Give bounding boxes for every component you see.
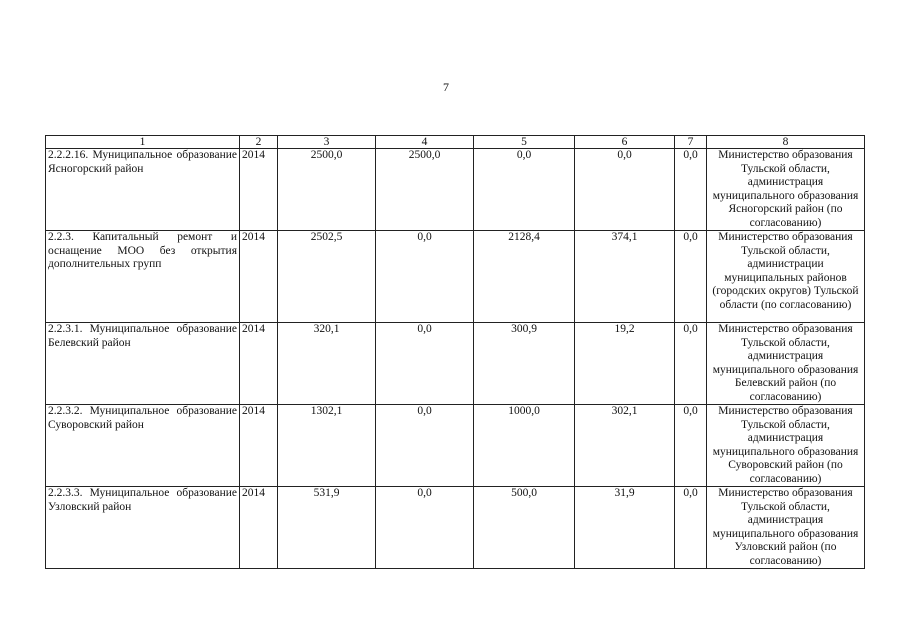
value-cell-5: 1000,0 [474, 405, 575, 487]
value-cell-7: 0,0 [675, 487, 707, 569]
table-row [46, 323, 865, 405]
item-name-cell: 2.2.3.1. Муниципальное образование Белевский район [46, 323, 240, 405]
value-cell-4: 0,0 [376, 323, 474, 405]
table-row [46, 405, 865, 487]
program-table [45, 135, 865, 569]
item-name-cell: 2.2.2.16. Муниципальное образование Ясногорский район [46, 149, 240, 231]
year-cell: 2014 [240, 231, 278, 323]
header-cell: 6 [575, 136, 675, 149]
header-cell: 1 [46, 136, 240, 149]
value-cell-5: 0,0 [474, 149, 575, 231]
total-cell: 2500,0 [278, 149, 376, 231]
value-cell-6: 31,9 [575, 487, 675, 569]
year-cell: 2014 [240, 405, 278, 487]
value-cell-6: 19,2 [575, 323, 675, 405]
header-cell: 3 [278, 136, 376, 149]
value-cell-7: 0,0 [675, 405, 707, 487]
executor-cell: Министерство образования Тульской области, администрация муниципального образования Суворовский район (по согласованию) [707, 405, 865, 487]
total-cell: 531,9 [278, 487, 376, 569]
item-name-cell: 2.2.3.2. Муниципальное образование Суворовский район [46, 405, 240, 487]
value-cell-5: 300,9 [474, 323, 575, 405]
value-cell-7: 0,0 [675, 323, 707, 405]
executor-cell: Министерство образования Тульской области, администрация муниципального образования Белевский район (по согласованию) [707, 323, 865, 405]
value-cell-7: 0,0 [675, 231, 707, 323]
table-row [46, 231, 865, 323]
value-cell-6: 374,1 [575, 231, 675, 323]
year-cell: 2014 [240, 487, 278, 569]
value-cell-4: 0,0 [376, 405, 474, 487]
value-cell-4: 0,0 [376, 231, 474, 323]
item-name-cell: 2.2.3. Капитальный ремонт и оснащение МОО без открытия дополнительных групп [46, 231, 240, 323]
year-cell: 2014 [240, 149, 278, 231]
executor-cell: Министерство образования Тульской области, администрация муниципального образования Ясногорский район (по согласованию) [707, 149, 865, 231]
value-cell-5: 500,0 [474, 487, 575, 569]
header-row [46, 136, 865, 149]
executor-cell: Министерство образования Тульской области, администрации муниципальных районов (городских округов) Тульской области (по согласованию) [707, 231, 865, 323]
executor-cell: Министерство образования Тульской области, администрация муниципального образования Узловский район (по согласованию) [707, 487, 865, 569]
table-row [46, 487, 865, 569]
header-cell: 7 [675, 136, 707, 149]
header-cell: 2 [240, 136, 278, 149]
total-cell: 1302,1 [278, 405, 376, 487]
item-name-cell: 2.2.3.3. Муниципальное образование Узловский район [46, 487, 240, 569]
table-row [46, 149, 865, 231]
value-cell-7: 0,0 [675, 149, 707, 231]
header-cell: 4 [376, 136, 474, 149]
value-cell-4: 2500,0 [376, 149, 474, 231]
header-cell: 8 [707, 136, 865, 149]
value-cell-5: 2128,4 [474, 231, 575, 323]
total-cell: 320,1 [278, 323, 376, 405]
value-cell-6: 302,1 [575, 405, 675, 487]
value-cell-4: 0,0 [376, 487, 474, 569]
header-cell: 5 [474, 136, 575, 149]
page-number: 7 [443, 80, 449, 94]
total-cell: 2502,5 [278, 231, 376, 323]
value-cell-6: 0,0 [575, 149, 675, 231]
year-cell: 2014 [240, 323, 278, 405]
